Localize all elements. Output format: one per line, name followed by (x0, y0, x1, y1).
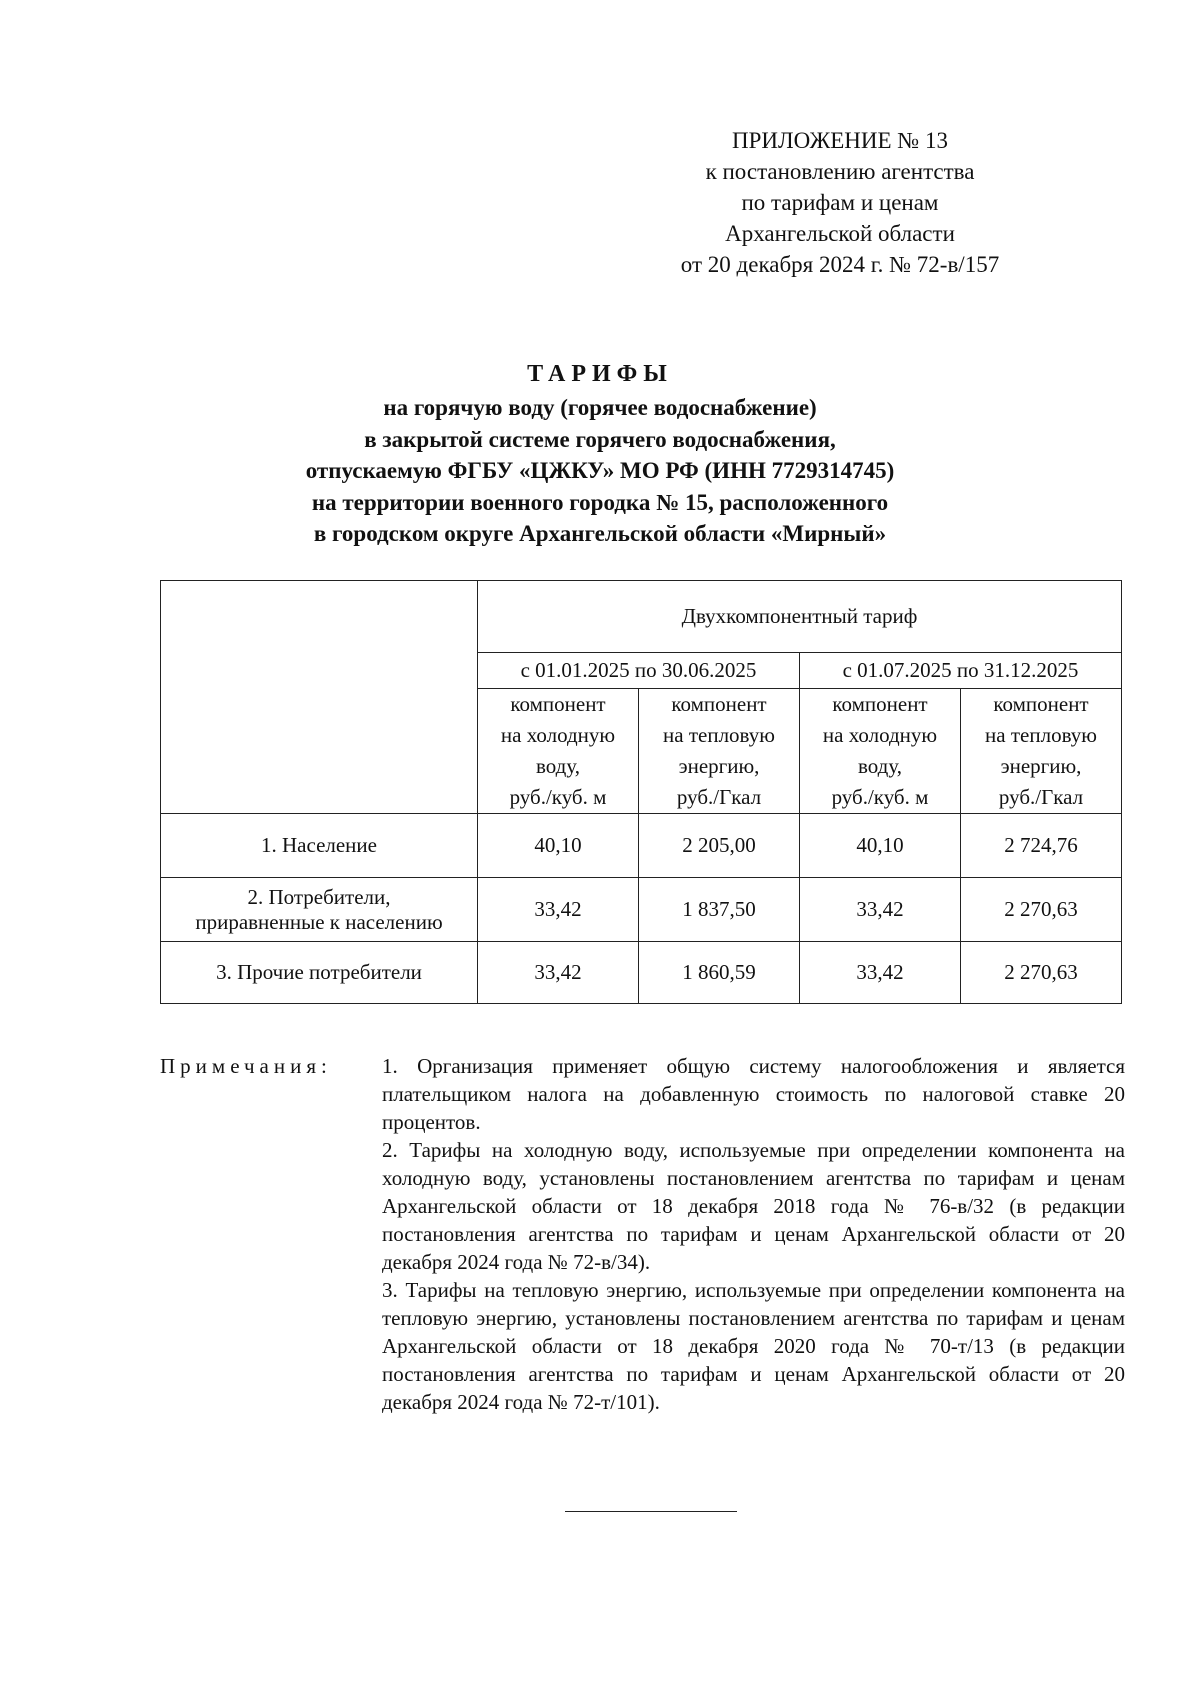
component-line: воду, (536, 754, 580, 778)
annex-number: ПРИЛОЖЕНИЕ № 13 (731, 128, 949, 153)
table-corner-cell (161, 581, 478, 814)
component-line: на тепловую (985, 723, 1097, 747)
tariff-value: 33,42 (478, 878, 639, 942)
note-text: Организация применяет общую систему налогообложения и является плательщиком налога на добавленную стоимость по налоговой ставке 20 процентов. (382, 1054, 1125, 1134)
annex-ref-line: к постановлению агентства (705, 159, 975, 184)
note-item (382, 1052, 1125, 1136)
annex-date: от 20 декабря 2024 г. № 72-в/157 (680, 252, 1000, 277)
row-label-line: 3. Прочие потребители (216, 960, 422, 984)
component-line: компонент (671, 692, 767, 716)
table-header-tariff: Двухкомпонентный тариф (478, 581, 1122, 653)
tariff-value: 2 270,63 (961, 942, 1122, 1004)
component-line: на холодную (500, 723, 616, 747)
annex-ref-line: по тарифам и ценам (741, 190, 939, 215)
note-item (382, 1276, 1125, 1416)
table-row (161, 878, 1122, 942)
note-number: 1. (382, 1054, 398, 1078)
annex-ref-line: Архангельской области (725, 221, 955, 246)
tariff-value: 2 270,63 (961, 878, 1122, 942)
component-line: на холодную (822, 723, 938, 747)
component-line: энергию, (1000, 754, 1082, 778)
table-header-component (961, 689, 1122, 814)
tariff-value: 33,42 (800, 878, 961, 942)
table-header-component (639, 689, 800, 814)
table-header-component (800, 689, 961, 814)
component-line: компонент (510, 692, 606, 716)
tariff-value: 33,42 (800, 942, 961, 1004)
table-header-period: с 01.01.2025 по 30.06.2025 (478, 653, 800, 689)
note-text: Тарифы на тепловую энергию, используемые при определении компонента на тепловую энергию, установлены постановлением агентства по тарифам и ценам Архангельской области от 18 декабря 2020 года № 70-т/13 (в редакции постановления агентства по тарифам и ценам Архангельской области от 20 декабря 2024 года № 72-т/101). (382, 1278, 1126, 1414)
table-header-component (478, 689, 639, 814)
tariff-value: 1 837,50 (639, 878, 800, 942)
note-item (382, 1136, 1125, 1276)
notes-label: Примечания: (160, 1054, 332, 1078)
title-line: в городском округе Архангельской области «Мирный» (313, 521, 887, 546)
table-row (161, 814, 1122, 878)
note-number: 3. (382, 1278, 398, 1302)
notes-list (382, 1052, 1125, 1416)
tariff-value: 40,10 (478, 814, 639, 878)
annex-header (640, 125, 1040, 280)
component-line: компонент (993, 692, 1089, 716)
row-label-line: 1. Население (261, 833, 377, 857)
component-unit: руб./куб. м (509, 785, 607, 809)
row-label (161, 814, 478, 878)
component-line: воду, (858, 754, 902, 778)
table-row (161, 942, 1122, 1004)
tariff-value: 1 860,59 (639, 942, 800, 1004)
title-line: на территории военного городка № 15, расположенного (311, 489, 889, 515)
end-divider (565, 1511, 737, 1512)
tariff-value: 2 724,76 (961, 814, 1122, 878)
tariff-value: 33,42 (478, 942, 639, 1004)
component-line: на тепловую (663, 723, 775, 747)
component-line: компонент (832, 692, 928, 716)
document-title (150, 358, 1050, 550)
row-label-line: приравненные к населению (195, 909, 443, 934)
title-line: в закрытой системе горячего водоснабжения, (364, 426, 836, 452)
title-main: ТАРИФЫ (527, 361, 673, 387)
component-unit: руб./Гкал (676, 785, 762, 809)
note-number: 2. (382, 1138, 398, 1162)
row-label (161, 942, 478, 1004)
title-line: на горячую воду (горячее водоснабжение) (383, 395, 817, 420)
title-line: отпускаемую ФГБУ «ЦЖКУ» МО РФ (ИНН 7729314745) (305, 458, 895, 483)
table-header-period: с 01.07.2025 по 31.12.2025 (800, 653, 1122, 689)
row-label-line: 2. Потребители, (247, 884, 391, 909)
note-text: Тарифы на холодную воду, используемые при определении компонента на холодную воду, установлены постановлением агентства по тарифам и ценам Архангельской области от 18 декабря 2018 года № 76-в/32 (в редакции постановления агентства по тарифам и ценам Архангельской области от 20 декабря 2024 года № 72-в/34). (382, 1138, 1125, 1274)
tariff-value: 40,10 (800, 814, 961, 878)
tariff-value: 2 205,00 (639, 814, 800, 878)
component-unit: руб./куб. м (831, 785, 929, 809)
component-unit: руб./Гкал (998, 785, 1084, 809)
tariff-table (160, 580, 1122, 1004)
component-line: энергию, (678, 754, 760, 778)
row-label (161, 878, 478, 942)
